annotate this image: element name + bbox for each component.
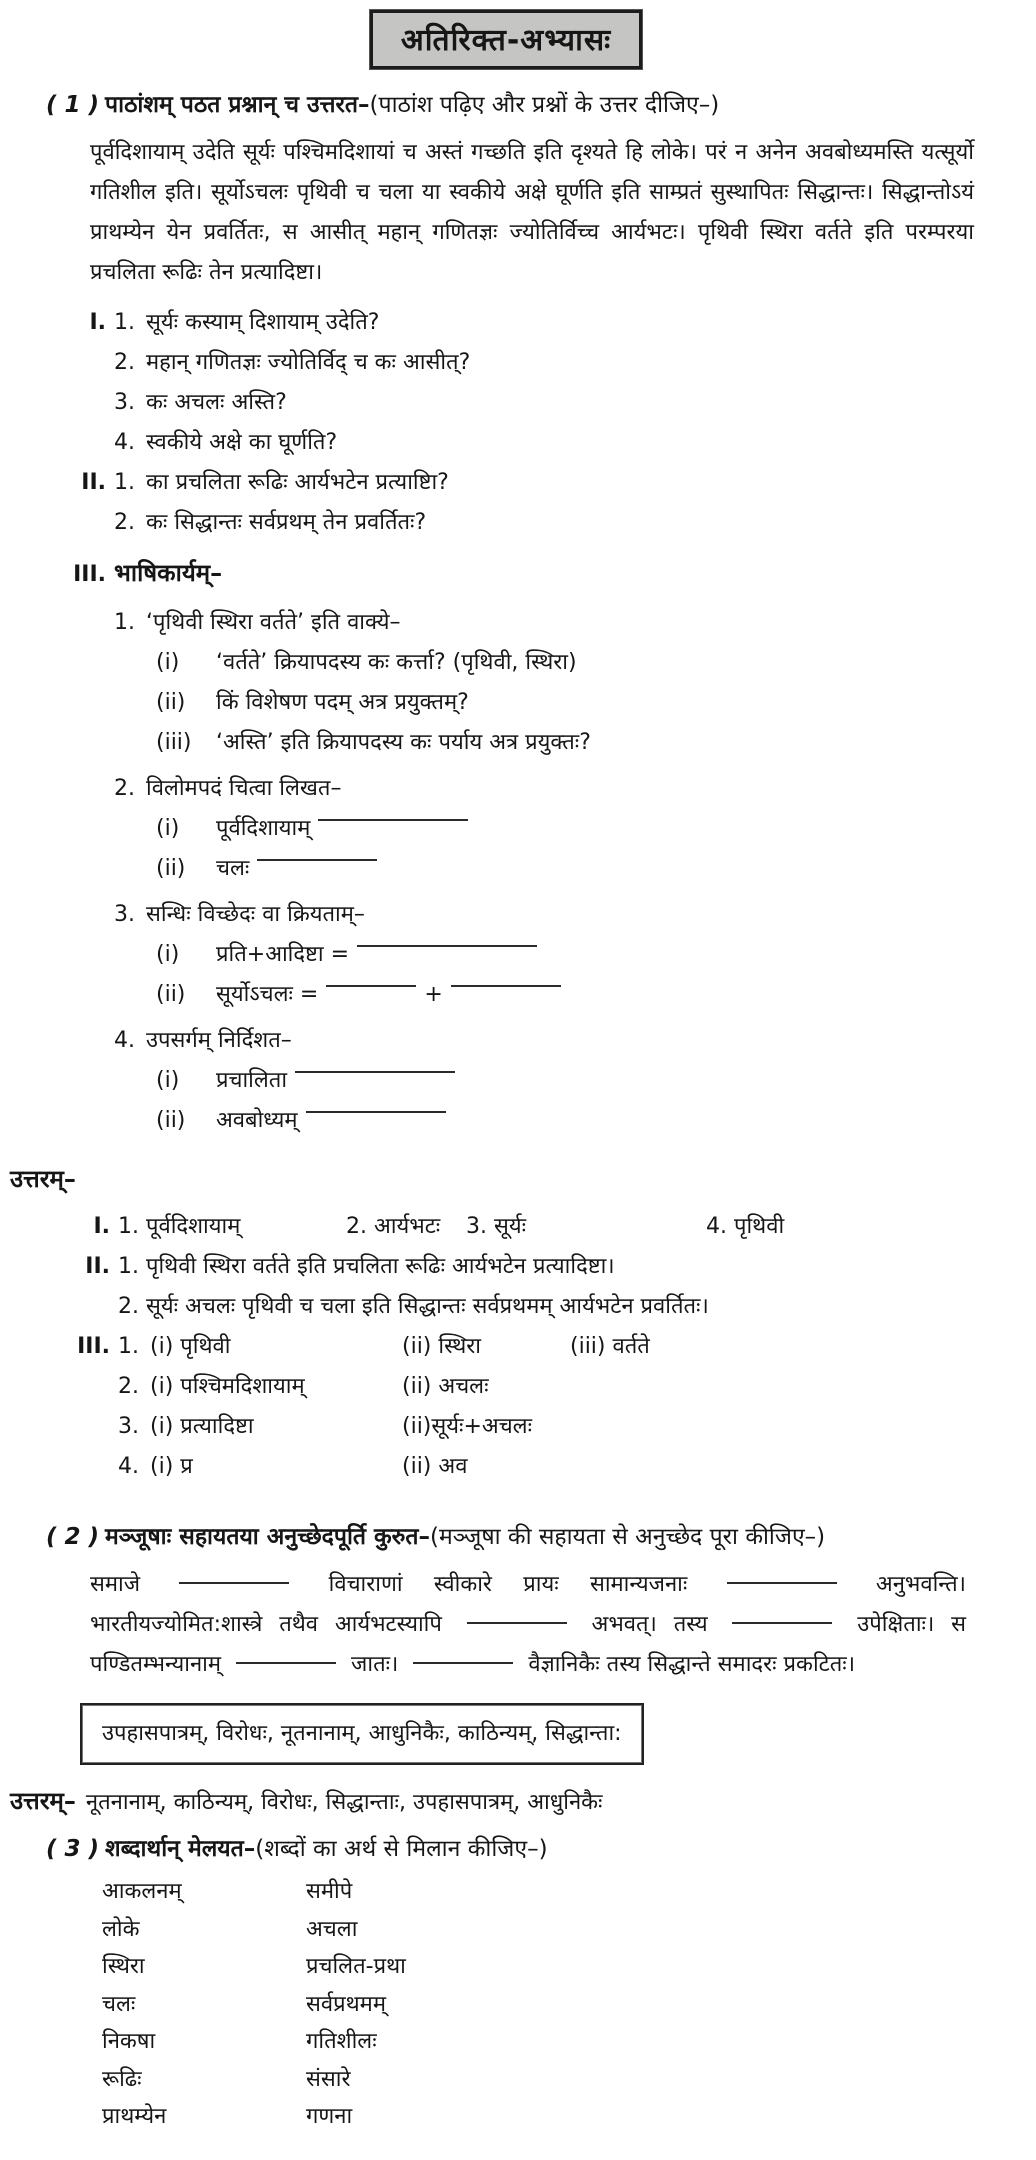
fill-blank-line xyxy=(326,983,416,987)
fill-blank-line xyxy=(357,943,537,947)
sub-number: (ii) xyxy=(156,1108,186,1133)
question-text: महान् गणितज्ञः ज्योतिर्विद् च कः आसीत्? xyxy=(146,350,471,375)
exercise-3-heading-hindi: (शब्दों का अर्थ से मिलान कीजिए–) xyxy=(255,1836,548,1862)
cloze-text: जातः। xyxy=(351,1652,399,1677)
answer-number: 3. xyxy=(118,1414,139,1439)
answer-value: 4. पृथिवी xyxy=(706,1214,785,1239)
sub-text: ‘वर्तते’ क्रियापदस्य कः कर्त्ता? (पृथिवी, स्थिरा) xyxy=(216,650,577,675)
answer-value: (i) प्रत्यादिष्टा xyxy=(150,1414,254,1439)
answer-value: (ii) अचलः xyxy=(402,1374,489,1399)
section-numeral: II. xyxy=(81,470,106,495)
exercise-1-number: ( 1 ) xyxy=(46,92,100,118)
match-word: प्राथम्येन xyxy=(102,2104,167,2129)
question-number: 2. xyxy=(114,510,135,535)
match-meaning: प्रचलित-प्रथा xyxy=(306,1954,406,1979)
answer-value: (i) प्र xyxy=(150,1454,193,1479)
sub-question xyxy=(156,683,1002,723)
exercise-2-number: ( 2 ) xyxy=(46,1524,100,1550)
question-set-I xyxy=(10,303,1002,463)
sub-number: (ii) xyxy=(156,690,186,715)
fill-blank-line xyxy=(179,1580,289,1584)
answer-row xyxy=(66,1207,1002,1247)
sub-text: पूर्वदिशायाम् xyxy=(216,816,311,841)
section-numeral: I. xyxy=(93,1214,110,1239)
answer-value: (i) पृथिवी xyxy=(150,1334,231,1359)
exercise-1-heading-hindi: (पाठांश पढ़िए और प्रश्नों के उत्तर दीजिए–) xyxy=(369,92,720,118)
question-text: कः अचलः अस्ति? xyxy=(146,390,287,415)
section-numeral: I. xyxy=(89,310,106,335)
fill-blank-line xyxy=(295,1069,455,1073)
sub-text: किं विशेषण पदम् अत्र प्रयुक्तम्? xyxy=(216,690,469,715)
fill-blank-line xyxy=(727,1580,837,1584)
match-meaning: समीपे xyxy=(306,1879,353,1904)
fill-blank-line xyxy=(306,1109,446,1113)
sub-number: (i) xyxy=(156,650,180,675)
answer-value: नूतनानाम्, काठिन्यम्, विरोधः, सिद्धान्ताः, उपहासपात्रम्, आधुनिकैः xyxy=(85,1790,603,1815)
plus-sign: + xyxy=(424,982,443,1007)
question-item xyxy=(114,1021,1002,1061)
question-number: 3. xyxy=(114,902,135,927)
match-word: रूढिः xyxy=(102,2066,142,2092)
exercise-2-heading-sanskrit: मञ्जूषाः सहायतया अनुच्छेदपूर्ति कुरुत– xyxy=(105,1524,431,1550)
answers-exercise-2 xyxy=(10,1781,1002,1823)
answer-number: 4. xyxy=(118,1454,139,1479)
sub-number: (ii) xyxy=(156,856,186,881)
fill-blank-line xyxy=(451,983,561,987)
sub-text: सूर्योऽचलः = xyxy=(216,982,319,1007)
sub-number: (iii) xyxy=(156,730,192,755)
sub-text: प्रति+आदिष्टा = xyxy=(216,942,350,967)
sub-question xyxy=(156,1101,1002,1141)
fill-blank-line xyxy=(236,1660,336,1664)
answer-value: 2. आर्यभटः xyxy=(346,1214,441,1239)
answer-value: (ii)सूर्यः+अचलः xyxy=(402,1414,533,1439)
exercise-1-heading xyxy=(46,85,1002,125)
answer-row xyxy=(66,1407,1002,1447)
exercise-2-heading xyxy=(46,1517,1002,1557)
question-number: 2. xyxy=(114,776,135,801)
question-item xyxy=(66,423,1002,463)
cloze-text: उपेक्षिताः। स पण्डितम्भन्यानाम् xyxy=(90,1612,966,1677)
title-section xyxy=(10,10,1002,69)
section-III-heading xyxy=(66,553,1002,595)
question-text: का प्रचलिता रूढिः आर्यभटेन प्रत्याष्टिा? xyxy=(146,470,449,495)
section-title: भाषिकार्यम्– xyxy=(114,559,223,587)
sub-question xyxy=(156,723,1002,763)
question-text: सूर्यः कस्याम् दिशायाम् उदेति? xyxy=(146,310,380,335)
fill-blank-line xyxy=(413,1660,513,1664)
answer-value: (ii) स्थिरा xyxy=(402,1334,481,1359)
question-number: 1. xyxy=(114,310,135,335)
answer-value: (iii) वर्तते xyxy=(570,1334,650,1359)
section-numeral: III. xyxy=(77,1334,110,1359)
question-item xyxy=(66,303,1002,343)
match-word: आकलनम् xyxy=(102,1879,182,1904)
cloze-paragraph xyxy=(90,1565,966,1685)
match-word: स्थिरा xyxy=(102,1954,145,1979)
question-number: 1. xyxy=(114,610,135,635)
word-bank-box: उपहासपात्रम्, विरोधः, नूतनानाम्, आधुनिकैः, काठिन्यम्, सिद्धान्ता: xyxy=(80,1703,644,1765)
answer-number: 2. xyxy=(118,1374,139,1399)
exercise-3-heading-sanskrit: शब्दार्थान् मेलयत– xyxy=(105,1836,256,1862)
sub-question xyxy=(156,849,1002,889)
answer-value: (ii) अव xyxy=(402,1454,468,1479)
answer-row xyxy=(66,1287,1002,1327)
question-item xyxy=(66,383,1002,423)
match-meaning: संसारे xyxy=(306,2066,351,2092)
question-item xyxy=(114,769,1002,809)
question-set-III xyxy=(10,553,1002,1141)
fill-blank-line xyxy=(257,857,377,861)
exercise-2-heading-hindi: (मञ्जूषा की सहायता से अनुच्छेद पूरा कीजिए–) xyxy=(430,1524,826,1550)
match-word: निकषा xyxy=(102,2029,156,2054)
sub-text: चलः xyxy=(216,856,250,881)
sub-question xyxy=(156,1061,1002,1101)
question-number: 4. xyxy=(114,430,135,455)
sub-question xyxy=(156,975,1002,1015)
sub-number: (i) xyxy=(156,1068,180,1093)
match-meaning: सर्वप्रथमम् xyxy=(306,1991,386,2017)
question-number: 1. xyxy=(114,470,135,495)
match-word: चलः xyxy=(102,1991,136,2017)
answer-value: 3. सूर्यः xyxy=(466,1214,527,1239)
exercise-1-heading-sanskrit: पाठांशम् पठत प्रश्नान् च उत्तरत– xyxy=(105,92,370,118)
cloze-text: अनुभवन्ति। भारतीयज्योमित:शास्त्रे तथैव आर्यभटस्यापि xyxy=(90,1572,966,1637)
sub-text: ‘अस्ति’ इति क्रियापदस्य कः पर्याय अत्र प्रयुक्तः? xyxy=(216,730,591,755)
question-number: 3. xyxy=(114,390,135,415)
answers-label: उत्तरम्– xyxy=(10,1165,76,1193)
fill-blank-line xyxy=(318,817,468,821)
sub-question xyxy=(156,935,1002,975)
answer-value: 2. सूर्यः अचलः पृथिवी च चला इति सिद्धान्तः सर्वप्रथमम् आर्यभटेन प्रवर्तितः। xyxy=(118,1294,709,1319)
answer-number: 1. xyxy=(118,1334,139,1359)
sub-text: प्रचालिता xyxy=(216,1068,288,1093)
answers-exercise-1 xyxy=(10,1159,1002,1487)
question-number: 4. xyxy=(114,1028,135,1053)
answer-row xyxy=(66,1327,1002,1367)
cloze-text: अभवत्। तस्य xyxy=(591,1612,708,1637)
page-title: अतिरिक्त-अभ्यासः xyxy=(370,10,642,69)
cloze-text: विचाराणां स्वीकारे प्रायः सामान्यजनाः xyxy=(328,1572,688,1597)
question-set-II xyxy=(10,463,1002,543)
reading-passage: पूर्वदिशायाम् उदेति सूर्यः पश्चिमदिशायां च अस्तं गच्छति इति दृश्यते हि लोके। परं न अनेन अवबोध्यमस्ति यत्सूर्यो गतिशील इति। सूर्योऽचलः पृथिवी च चला या स्वकीये अक्षे घूर्णति इति साम्प्रतं सुस्थापितः सिद्धान्तः। सिद्धान्तोऽयं प्राथम्येन येन प्रवर्तितः, स आसीत् महान् गणितज्ञः ज्योतिर्विच्च आर्यभटः। पृथिवी स्थिरा वर्तते इति परम्परया प्रचलिता रूढिः तेन प्रत्यादिष्टा। xyxy=(90,140,974,285)
answer-row xyxy=(66,1367,1002,1407)
question-item xyxy=(66,503,1002,543)
answer-value: 1. पृथिवी स्थिरा वर्तते इति प्रचलिता रूढिः आर्यभटेन प्रत्यादिष्टा। xyxy=(118,1254,615,1279)
question-text: स्वकीये अक्षे का घूर्णति? xyxy=(146,430,338,455)
question-text: सन्धिः विच्छेदः वा क्रियताम्– xyxy=(146,902,365,927)
answer-row xyxy=(66,1247,1002,1287)
question-item xyxy=(114,895,1002,935)
answer-value: (i) पश्चिमदिशायाम् xyxy=(150,1374,305,1399)
answers-label: उत्तरम्– xyxy=(10,1787,76,1815)
match-list xyxy=(102,1873,1002,2136)
fill-blank-line xyxy=(467,1620,567,1624)
match-word: लोके xyxy=(102,1916,140,1942)
sub-number: (i) xyxy=(156,816,180,841)
sub-text: अवबोध्यम् xyxy=(216,1108,298,1133)
question-text: विलोमपदं चित्वा लिखत– xyxy=(146,776,342,801)
cloze-text: समाजे xyxy=(90,1572,141,1597)
exercise-3-heading xyxy=(46,1829,1002,1869)
section-numeral: II. xyxy=(85,1254,110,1279)
match-meaning: गणना xyxy=(306,2104,353,2129)
exercise-3-number: ( 3 ) xyxy=(46,1836,100,1862)
match-meaning: गतिशीलः xyxy=(306,2029,377,2054)
question-text: ‘पृथिवी स्थिरा वर्तते’ इति वाक्ये– xyxy=(146,610,401,635)
question-item xyxy=(66,463,1002,503)
question-item xyxy=(66,343,1002,383)
section-numeral: III. xyxy=(73,562,106,587)
question-number: 2. xyxy=(114,350,135,375)
question-item xyxy=(114,603,1002,643)
sub-number: (i) xyxy=(156,942,180,967)
sub-number: (ii) xyxy=(156,982,186,1007)
sub-question xyxy=(156,643,1002,683)
question-text: उपसर्गम् निर्दिशत– xyxy=(146,1028,292,1053)
cloze-text: वैज्ञानिकैः तस्य सिद्धान्ते समादरः प्रकटितः। xyxy=(528,1652,856,1677)
answer-row xyxy=(66,1447,1002,1487)
question-text: कः सिद्धान्तः सर्वप्रथम् तेन प्रवर्तितः? xyxy=(146,510,427,535)
fill-blank-line xyxy=(732,1620,832,1624)
answer-value: 1. पूर्वदिशायाम् xyxy=(118,1214,241,1239)
match-meaning: अचला xyxy=(306,1916,358,1942)
sub-question xyxy=(156,809,1002,849)
